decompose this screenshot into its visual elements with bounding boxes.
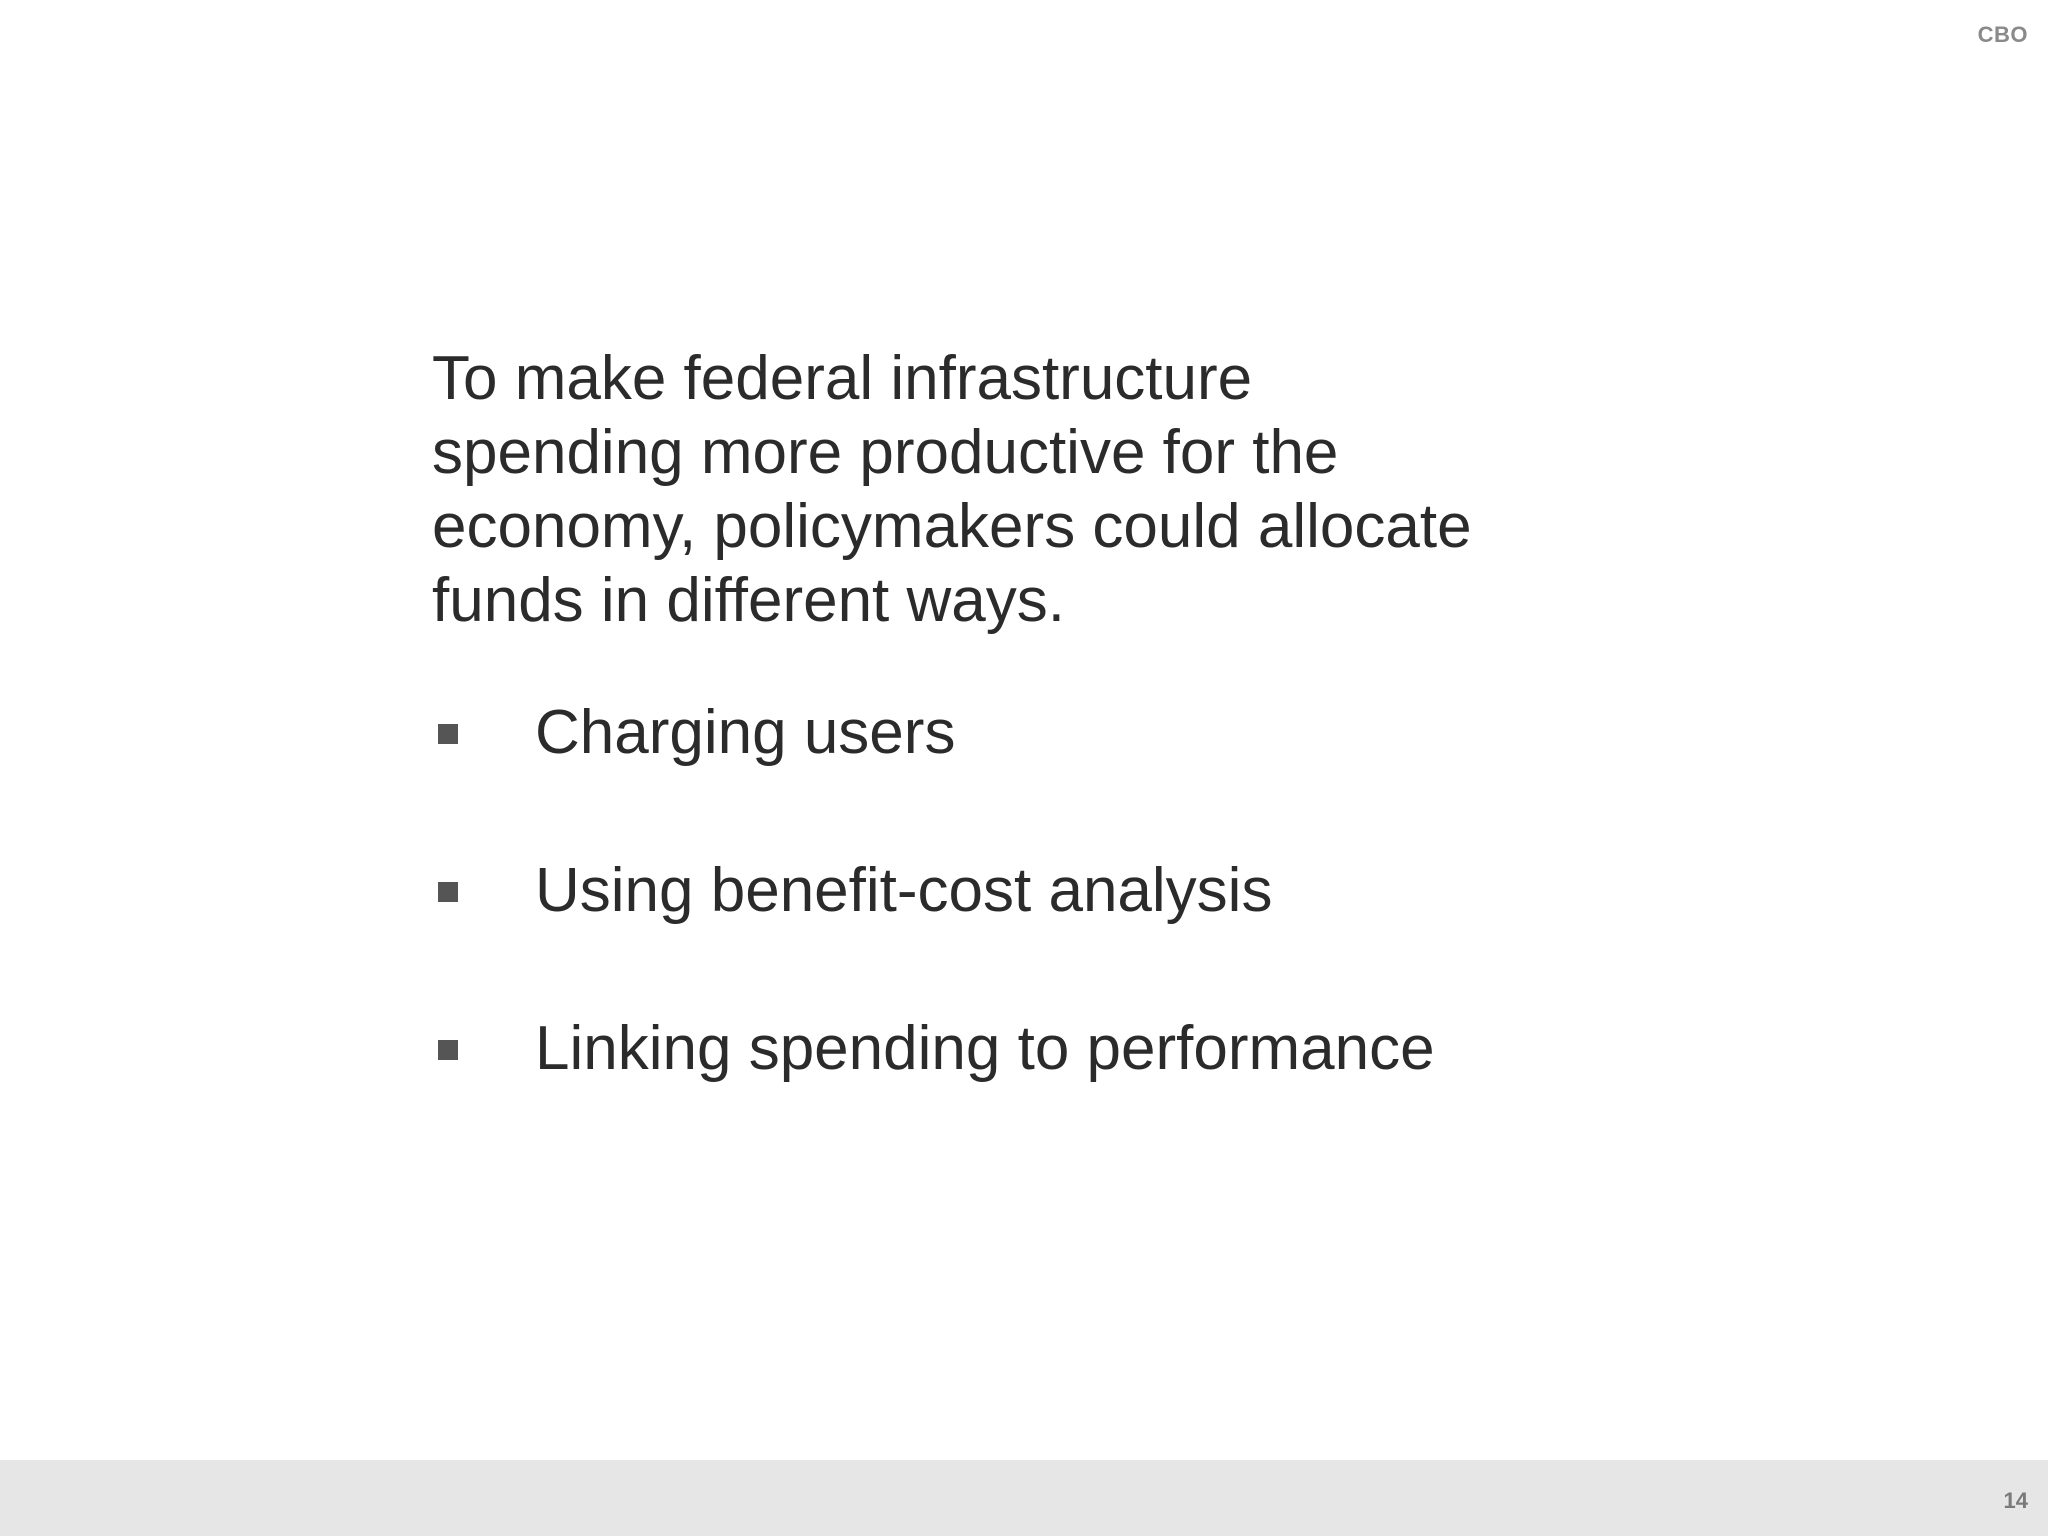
footer-bar [0, 1460, 2048, 1536]
bullet-text: Charging users [535, 698, 956, 767]
square-bullet-icon [438, 1040, 458, 1060]
bullet-text: Linking spending to performance [535, 1014, 1435, 1083]
square-bullet-icon [438, 724, 458, 744]
square-bullet-icon [438, 882, 458, 902]
lead-line-3: economy, policymakers could allocate [432, 492, 1472, 561]
bullet-text: Using benefit-cost analysis [535, 856, 1273, 925]
lead-statement [432, 342, 1632, 638]
bullet-item [432, 696, 1632, 854]
bullet-list [432, 696, 1632, 1170]
page-number: 14 [2003, 1488, 2028, 1513]
org-label: CBO [1977, 22, 2028, 47]
bullet-item [432, 854, 1632, 1012]
lead-line-2: spending more productive for the [432, 418, 1339, 487]
slide-content [432, 342, 1632, 1170]
bullet-item [432, 1012, 1632, 1170]
lead-line-1: To make federal infrastructure [432, 344, 1253, 413]
lead-line-4: funds in different ways. [432, 566, 1065, 635]
